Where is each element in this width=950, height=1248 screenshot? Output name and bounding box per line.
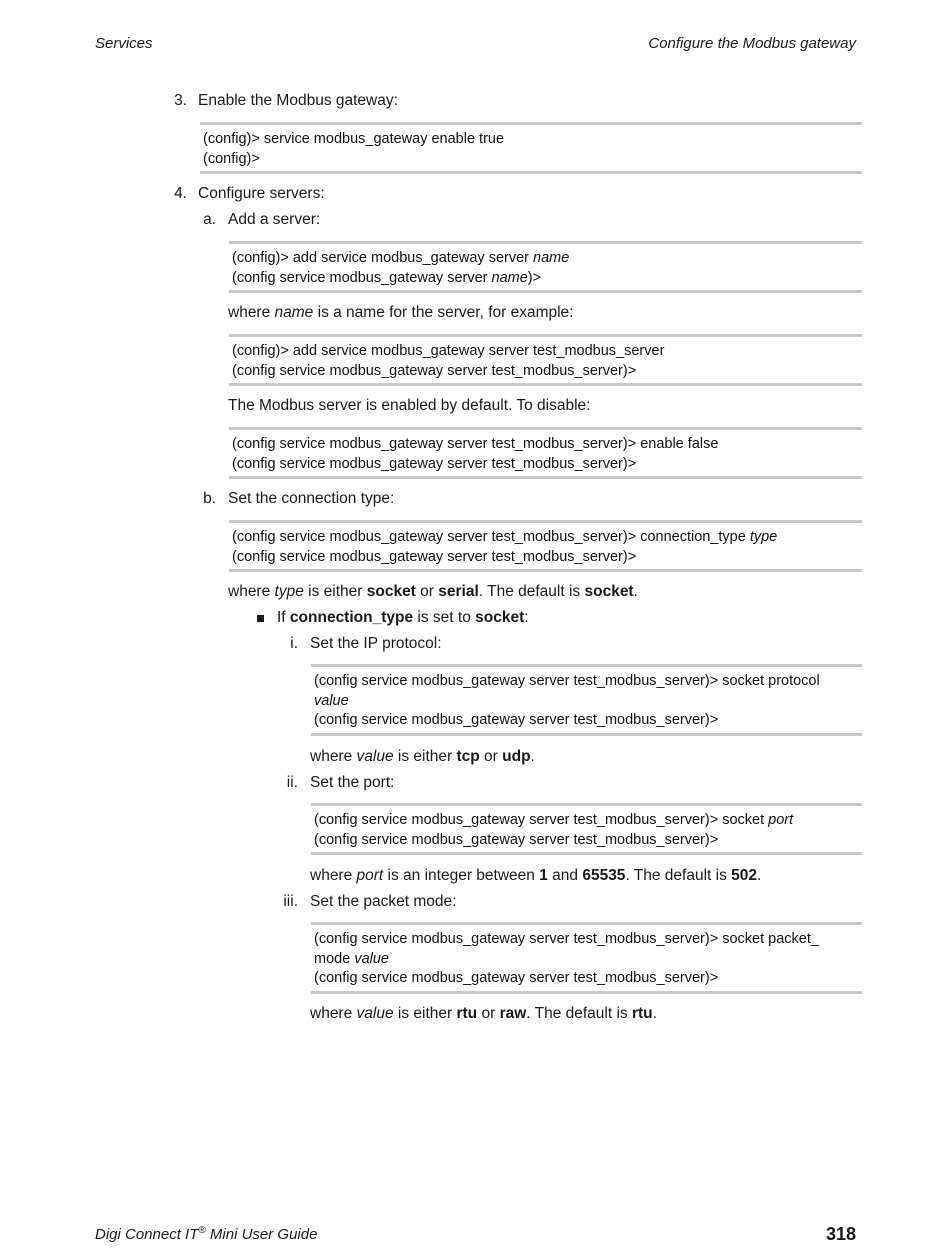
code-line: (config service modbus_gateway server test_modbus_server)> socket port <box>314 812 794 828</box>
code-line: (config service modbus_gateway server name)> <box>232 269 542 286</box>
substep-ii-label: ii. <box>286 774 298 791</box>
code-block-connection-type <box>229 520 862 572</box>
where-value-protocol-text: where value is either tcp or udp. <box>310 748 535 765</box>
where-name-text: where name is a name for the server, for example: <box>228 304 574 321</box>
substep-b-text: Set the connection type: <box>228 490 395 507</box>
code-block-add-server <box>229 241 862 293</box>
code-block-socket-port <box>311 803 862 855</box>
code-block-socket-packet-mode <box>311 922 862 994</box>
code-line: (config service modbus_gateway server test_modbus_server)> socket protocol <box>314 673 820 689</box>
bullet-marker <box>257 615 264 622</box>
step-4-text: Configure servers: <box>198 185 325 202</box>
code-line: (config)> <box>203 150 260 167</box>
footer-guide-title: Digi Connect IT® Mini User Guide <box>95 1225 318 1243</box>
code-block-socket-protocol <box>311 664 862 736</box>
substep-b-label: b. <box>203 490 216 507</box>
enabled-default-text: The Modbus server is enabled by default. To disable: <box>228 397 591 414</box>
running-header-topic: Configure the Modbus gateway <box>648 35 856 52</box>
page-number: 318 <box>825 1224 856 1244</box>
substep-iii-label: iii. <box>283 893 298 910</box>
where-value-packet-mode-text: where value is either rtu or raw. The default is rtu. <box>310 1005 657 1022</box>
code-line: (config service modbus_gateway server test_modbus_server)> <box>314 712 719 728</box>
code-block-enable-gateway <box>200 122 862 174</box>
step-3-number: 3. <box>174 92 187 109</box>
code-line: (config)> add service modbus_gateway server name <box>232 250 570 266</box>
substep-ii-text: Set the port: <box>310 774 395 791</box>
code-line: mode value <box>314 950 389 967</box>
running-header-section: Services <box>95 35 153 52</box>
substep-a-label: a. <box>203 211 216 228</box>
code-line: (config service modbus_gateway server test_modbus_server)> <box>314 970 719 986</box>
step-4-number: 4. <box>174 185 187 202</box>
code-line: (config service modbus_gateway server test_modbus_server)> socket packet_ <box>314 931 819 947</box>
substep-i-text: Set the IP protocol: <box>310 635 442 652</box>
code-line: (config service modbus_gateway server test_modbus_server)> enable false <box>232 436 719 452</box>
code-line: (config service modbus_gateway server test_modbus_server)> <box>232 455 637 472</box>
code-block-add-server-example <box>229 334 862 386</box>
step-3-text: Enable the Modbus gateway: <box>198 92 398 109</box>
code-line: (config service modbus_gateway server test_modbus_server)> <box>232 548 637 565</box>
substep-a-text: Add a server: <box>228 211 321 228</box>
code-line: (config service modbus_gateway server test_modbus_server)> <box>232 362 637 379</box>
socket-condition-text: If connection_type is set to socket: <box>277 609 529 626</box>
code-line: (config service modbus_gateway server test_modbus_server)> <box>314 831 719 848</box>
code-line: (config service modbus_gateway server test_modbus_server)> connection_type type <box>232 529 778 545</box>
code-line: (config)> service modbus_gateway enable true <box>203 131 505 147</box>
where-port-text: where port is an integer between 1 and 65535. The default is 502. <box>310 867 762 884</box>
code-line: value <box>314 692 349 709</box>
substep-i-label: i. <box>290 635 298 652</box>
code-block-disable-server <box>229 427 862 479</box>
where-type-text: where type is either socket or serial. The default is socket. <box>228 583 638 600</box>
substep-iii-text: Set the packet mode: <box>310 893 457 910</box>
code-line: (config)> add service modbus_gateway server test_modbus_server <box>232 343 665 359</box>
